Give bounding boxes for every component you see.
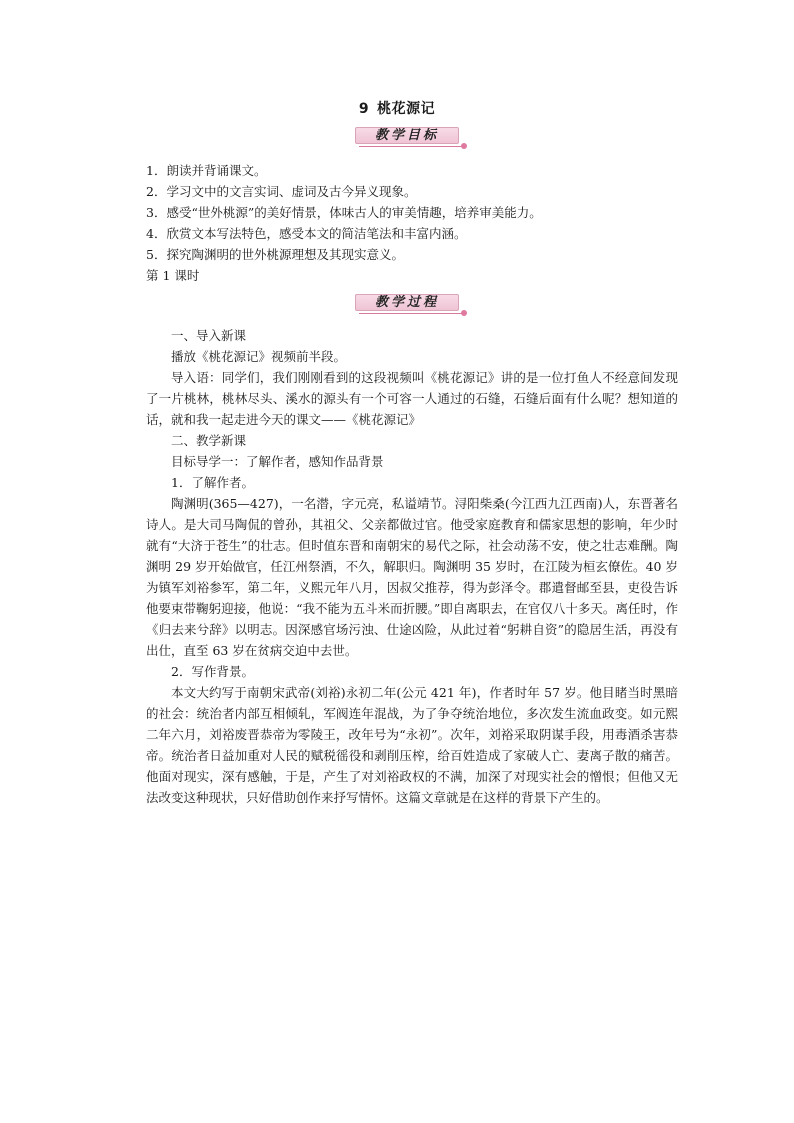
intro-line: 播放《桃花源记》视频前半段。 (171, 349, 347, 364)
process-badge-underline (359, 313, 463, 314)
goal-item: 5．探究陶渊明的世外桃源理想及其现实意义。 (146, 247, 404, 262)
period-label: 第 1 课时 (146, 268, 200, 283)
author-paragraph: 陶渊明(365—427)，一名潜，字元亮，私谥靖节。浔阳柴桑(今江西九江西南)人，东晋著名诗人。是大司马陶侃的曾孙，其祖父、父亲都做过官。他受家庭教育和儒家思想的影响，年少时就有“大济于苍生”的壮志。但时值东晋和南朝宋的易代之际，社会动荡不安，使之壮志难酬。陶渊明 29 岁开始做官，任江州祭酒，不久，解职归。陶渊明 35 岁时，在江陵为桓玄僚佐。40 岁为镇军刘裕参军，第二年，义熙元年八月，因叔父推荐，得为彭泽令。郡遣督邮至县，吏役告诉他要束带鞠躬迎接，他说：“我不能为五斗米而折腰。”即自离职去，在官仅八十多天。离任时，作《归去来兮辞》以明志。因深感官场污浊、仕途凶险，从此过着“躬耕自资”的隐居生活，再没有出仕，直至 63 岁在贫病交迫中去世。 (146, 496, 678, 658)
goals-badge-label: 教学目标 (374, 128, 439, 143)
lesson-title-text: 桃花源记 (377, 101, 436, 117)
sub-heading: 1．了解作者。 (171, 475, 254, 490)
section-heading: 二、教学新课 (171, 433, 247, 448)
intro-paragraph: 导入语：同学们，我们刚刚看到的这段视频叫《桃花源记》讲的是一位打鱼人不经意间发现了一片桃林，桃林尽头、溪水的源头有一个可容一人通过的石缝，石缝后面有什么呢？想知道的话，就和我一起走进今天的课文——《桃花源记》 (146, 370, 678, 427)
goals-badge-dot (461, 143, 467, 149)
goals-list (146, 160, 678, 286)
process-badge-dot (461, 310, 467, 316)
process-badge-label: 教学过程 (374, 295, 439, 310)
goals-badge (355, 127, 467, 147)
lesson-number: 9 (358, 101, 370, 117)
process-badge (355, 294, 467, 314)
goal-heading: 目标导学一：了解作者，感知作品背景 (171, 454, 384, 469)
lesson-title (0, 98, 794, 118)
goal-item: 2．学习文中的文言实词、虚词及古今异义现象。 (146, 184, 417, 199)
section-heading: 一、导入新课 (171, 328, 247, 343)
goal-item: 3．感受“世外桃源”的美好情景，体味古人的审美情趣，培养审美能力。 (146, 205, 542, 220)
goal-item: 1．朗读并背诵课文。 (146, 163, 267, 178)
sub-heading: 2．写作背景。 (171, 664, 254, 679)
goals-badge-underline (359, 146, 463, 147)
process-content (146, 325, 678, 808)
background-paragraph: 本文大约写于南朝宋武帝(刘裕)永初二年(公元 421 年)，作者时年 57 岁。他目睹当时黑暗的社会：统治者内部互相倾轧，军阀连年混战，为了争夺统治地位，多次发生流血政变。如元熙二年六月，刘裕废晋恭帝为零陵王，改年号为“永初”。次年，刘裕采取阴谋手段，用毒酒杀害恭帝。统治者日益加重对人民的赋税徭役和剥削压榨，给百姓造成了家破人亡、妻离子散的痛苦。他面对现实，深有感触，于是，产生了对刘裕政权的不满，加深了对现实社会的憎恨；但他又无法改变这种现状，只好借助创作来抒写情怀。这篇文章就是在这样的背景下产生的。 (146, 685, 678, 805)
goal-item: 4．欣赏文本写法特色，感受本文的简洁笔法和丰富内涵。 (146, 226, 467, 241)
